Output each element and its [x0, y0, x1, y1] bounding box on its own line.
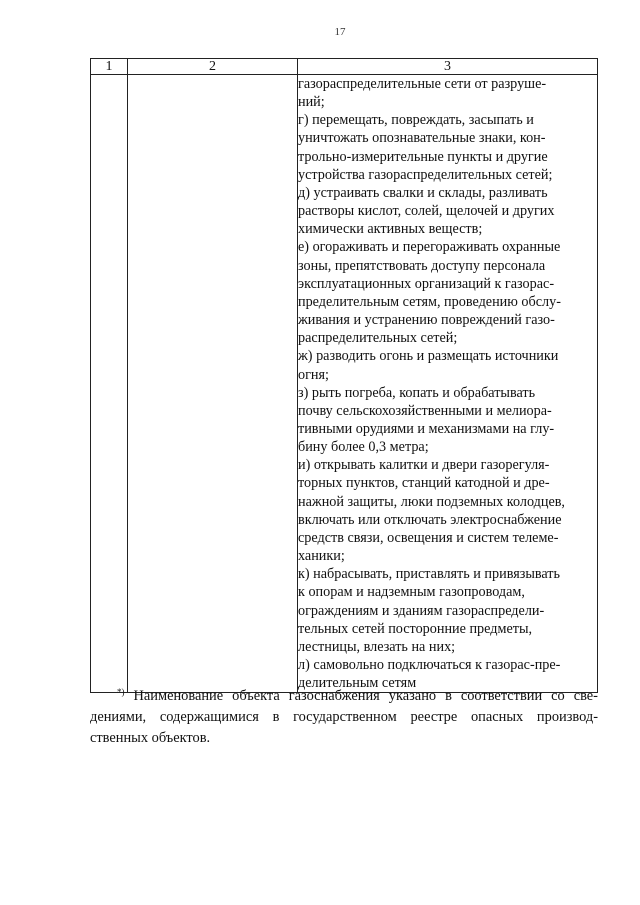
text-line: нажной защиты, люки подземных колодцев,	[298, 493, 565, 510]
footnote-marker: *)	[117, 687, 125, 697]
text-line: лестницы, влезать на них;	[298, 638, 456, 655]
footnote-line-2: дениями, содержащимися в государственном реестре опасных производ-	[90, 709, 598, 725]
column-3-cell	[298, 75, 598, 693]
column-2-cell	[128, 75, 298, 693]
column-1-cell	[91, 75, 128, 693]
text-line: средств связи, освещения и систем телеме-	[298, 529, 559, 546]
column-header-3: 3	[298, 59, 598, 75]
text-line: г) перемещать, повреждать, засыпать и	[298, 112, 534, 129]
text-line: д) устраивать свалки и склады, разливать	[298, 184, 548, 201]
text-line: устройства газораспределительных сетей;	[298, 166, 553, 183]
text-line: бину более 0,3 метра;	[298, 439, 429, 456]
footnote	[90, 686, 598, 749]
text-line: ханики;	[298, 548, 345, 565]
text-line: е) огораживать и перегораживать охранные	[298, 239, 561, 256]
text-line: ж) разводить огонь и размещать источники	[298, 348, 559, 365]
text-line: л) самовольно подключаться к газорас-пре-	[298, 657, 561, 673]
column-header-1: 1	[91, 59, 128, 75]
text-line: растворы кислот, солей, щелочей и других	[298, 203, 555, 220]
page-number: 17	[334, 26, 346, 38]
text-line: ограждениям и зданиям газораспредели-	[298, 602, 545, 619]
footnote-line-1-text: Наименование объекта газоснабжения указано в соответствии со све-	[133, 688, 598, 704]
text-line: почву сельскохозяйственными и мелиора-	[298, 402, 552, 419]
text-line: ний;	[298, 94, 325, 111]
text-line: к) набрасывать, приставлять и привязывать	[298, 566, 560, 583]
text-line: огня;	[298, 366, 329, 383]
text-line: живания и устранению повреждений газо-	[298, 312, 555, 329]
text-line: к опорам и надземным газопроводам,	[298, 584, 525, 601]
text-line: трольно-измерительные пункты и другие	[298, 148, 548, 165]
text-line: тельных сетей посторонние предметы,	[298, 620, 533, 637]
text-line: эксплуатационных организаций к газорас-	[298, 275, 555, 292]
text-line: уничтожать опознавательные знаки, кон-	[298, 130, 546, 147]
text-line: тивными орудиями и механизмами на глу-	[298, 420, 555, 437]
text-line: включать или отключать электроснабжение	[298, 511, 562, 528]
text-line: з) рыть погреба, копать и обрабатывать	[298, 384, 536, 401]
text-line: пределительным сетям, проведению обслу-	[298, 293, 561, 310]
column-header-2: 2	[128, 59, 298, 75]
text-line: торных пунктов, станций катодной и дре-	[298, 475, 550, 492]
footnote-line-3: ственных объектов.	[90, 730, 211, 746]
text-line: распределительных сетей;	[298, 330, 458, 347]
text-line: делительным сетям	[298, 675, 417, 692]
requirements-table	[90, 58, 598, 693]
text-line: газораспределительные сети от разруше-	[298, 76, 547, 92]
text-line: химически активных веществ;	[298, 221, 483, 238]
text-line: зоны, препятствовать доступу персонала	[298, 257, 546, 274]
footnote-line-1	[117, 686, 598, 707]
table-header-row	[91, 59, 598, 75]
text-line: и) открывать калитки и двери газорегуля-	[298, 457, 550, 474]
column-3-text	[298, 75, 597, 692]
table-row	[91, 75, 598, 693]
